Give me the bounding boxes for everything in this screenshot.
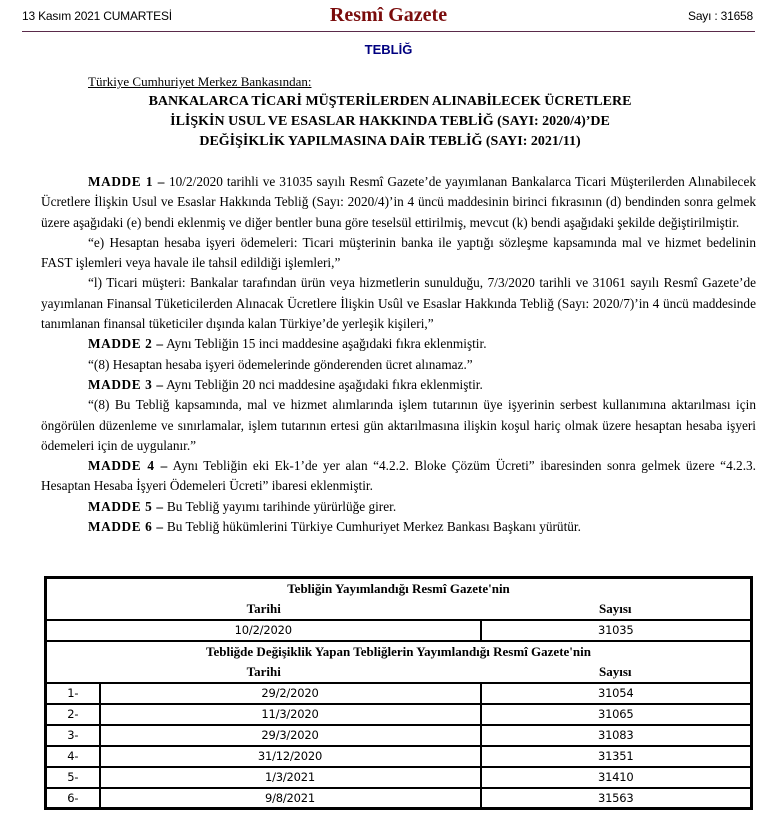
cell-index: 2- (46, 704, 100, 725)
issuer-line: Türkiye Cumhuriyet Merkez Bankasından: (88, 74, 312, 89)
table-row (46, 746, 752, 767)
cell-index: 5- (46, 767, 100, 788)
cell-date: 29/3/2020 (100, 725, 481, 746)
cell-number: 31054 (481, 683, 752, 704)
column-header-number: Sayısı (598, 663, 632, 679)
article-1 (41, 172, 756, 233)
cell-index: 1- (46, 683, 100, 704)
gazette-title: Resmî Gazete (329, 4, 448, 26)
article-label: MADDE 2 – (88, 336, 164, 352)
article-text: “(8) Hesaptan hesaba işyeri ödemelerinde gönderenden ücret alınamaz.” (88, 356, 473, 372)
article-1-item-e (41, 233, 756, 274)
article-text: Aynı Tebliğin 15 inci maddesine aşağıdaki fıkra eklenmiştir. (163, 336, 487, 352)
table-row (46, 725, 752, 746)
cell-index: 6- (46, 788, 100, 809)
cell-date: 29/2/2020 (100, 683, 481, 704)
article-1-item-l (41, 273, 756, 334)
article-label: MADDE 3 – (88, 376, 164, 392)
cell-number: 31410 (481, 767, 752, 788)
article-text: “e) Hesaptan hesaba işyeri ödemeleri: Ticari müşterinin banka ile yaptığı sözleşme kapsamında mal ve hizmet bedelinin FAST işlemleri veya havale ile tahsil edildiği işlemleri,” (41, 234, 756, 271)
cell-number: 31035 (481, 620, 752, 641)
table-main-heading: Tebliğin Yayımlandığı Resmî Gazete'nin (287, 580, 510, 596)
table-column-header-row (46, 599, 752, 620)
article-text: 10/2/2020 tarihli ve 31035 sayılı Resmî Gazete’de yayımlanan Bankalarca Ticari Müşterilerden Alınabilecek Ücretlere İlişkin Usul ve Esaslar Hakkında Tebliğ (Sayı: 2020/4)’in 4 üncü maddesinin birinci fıkrasının (d) bendinden sonra gelmek üzere aşağıdaki (e) bendi eklenmiş ve diğer bentler buna göre teselsül ettirilmiş, mevcut (k) bendi aşağıdaki şekilde değiştirilmiştir. (41, 174, 756, 230)
cell-date: 31/12/2020 (100, 746, 481, 767)
cell-number: 31563 (481, 788, 752, 809)
article-text: Aynı Tebliğin eki Ek-1’de yer alan “4.2.2. Bloke Çözüm Ücreti” ibaresinden sonra gelmek üzere “4.2.3. Hesaptan Hesaba İşyeri Ödemeleri Ücreti” ibaresi eklenmiştir. (41, 458, 756, 494)
title-line: İLİŞKİN USUL VE ESASLAR HAKKINDA TEBLİĞ (SAYI: 2020/4)’DE (170, 114, 610, 129)
article-5 (41, 497, 756, 517)
article-label: MADDE 4 – (88, 458, 168, 474)
table-row (46, 788, 752, 809)
table-row (46, 620, 752, 641)
publication-date: 13 Kasım 2021 CUMARTESİ (22, 9, 172, 23)
section-title: TEBLİĞ (364, 42, 413, 57)
cell-date: 1/3/2021 (100, 767, 481, 788)
table-row (46, 704, 752, 725)
gazette-reference-table (44, 576, 753, 810)
column-header-date: Tarihi (246, 663, 281, 679)
table-heading-row (46, 641, 752, 662)
table-row (46, 767, 752, 788)
article-3 (41, 375, 756, 395)
document-body (41, 172, 756, 537)
title-line: BANKALARCA TİCARİ MÜŞTERİLERDEN ALINABİLECEK ÜCRETLERE (148, 94, 632, 109)
article-4 (41, 456, 756, 497)
article-6 (41, 517, 756, 537)
cell-index: 4- (46, 746, 100, 767)
cell-number: 31083 (481, 725, 752, 746)
article-2-paragraph (41, 355, 756, 375)
table-row (46, 683, 752, 704)
table-heading-row (46, 578, 752, 599)
cell-date: 10/2/2020 (46, 620, 481, 641)
issue-number: Sayı : 31658 (688, 9, 753, 23)
cell-number: 31351 (481, 746, 752, 767)
cell-date: 9/8/2021 (100, 788, 481, 809)
article-label: MADDE 1 – (88, 174, 165, 189)
article-3-paragraph (41, 395, 756, 456)
cell-number: 31065 (481, 704, 752, 725)
cell-index: 3- (46, 725, 100, 746)
article-2 (41, 334, 756, 354)
article-text: Bu Tebliğ yayımı tarihinde yürürlüğe girer. (163, 498, 397, 514)
title-line: DEĞİŞİKLİK YAPILMASINA DAİR TEBLİĞ (SAYI: 2021/11) (199, 134, 581, 149)
cell-date: 11/3/2020 (100, 704, 481, 725)
article-text: “l) Ticari müşteri: Bankalar tarafından ürün veya hizmetlerin sunulduğu, 7/3/2020 tarihli ve 31061 sayılı Resmî Gazete’de yayımlanan Finansal Tüketicilerden Alınacak Ücretlere İlişkin Usûl ve Esaslar Hakkında Tebliğ (Sayı: 2020/7)’in 4 üncü maddesinde tanımlanan finansal tüketiciler dışında kalan Türkiye’de yerleşik kişileri,” (41, 275, 756, 332)
article-label: MADDE 6 – (88, 519, 164, 535)
table-amend-heading: Tebliğde Değişiklik Yapan Tebliğlerin Yayımlandığı Resmî Gazete'nin (46, 641, 752, 662)
table-column-header-row (46, 662, 752, 683)
article-label: MADDE 5 – (88, 498, 164, 514)
column-header-number: Sayısı (598, 600, 632, 616)
article-text: Aynı Tebliğin 20 nci maddesine aşağıdaki fıkra eklenmiştir. (163, 376, 483, 392)
gazette-header (22, 0, 755, 32)
document-title (60, 92, 720, 152)
column-header-date: Tarihi (246, 600, 281, 616)
article-text: Bu Tebliğ hükümlerini Türkiye Cumhuriyet Merkez Bankası Başkanı yürütür. (163, 519, 581, 535)
article-text: “(8) Bu Tebliğ kapsamında, mal ve hizmet alımlarında işlem tutarının üye işyerinin serbest kullanımına aktarılması için öngörülen düzenleme ve sınırlamalar, işlem tutarının ertesi gün aktarılmasına ilişkin koşul hariç olmak üzere hesaptan hesaba işyeri ödemeleri için de uygulanır.” (41, 397, 756, 453)
